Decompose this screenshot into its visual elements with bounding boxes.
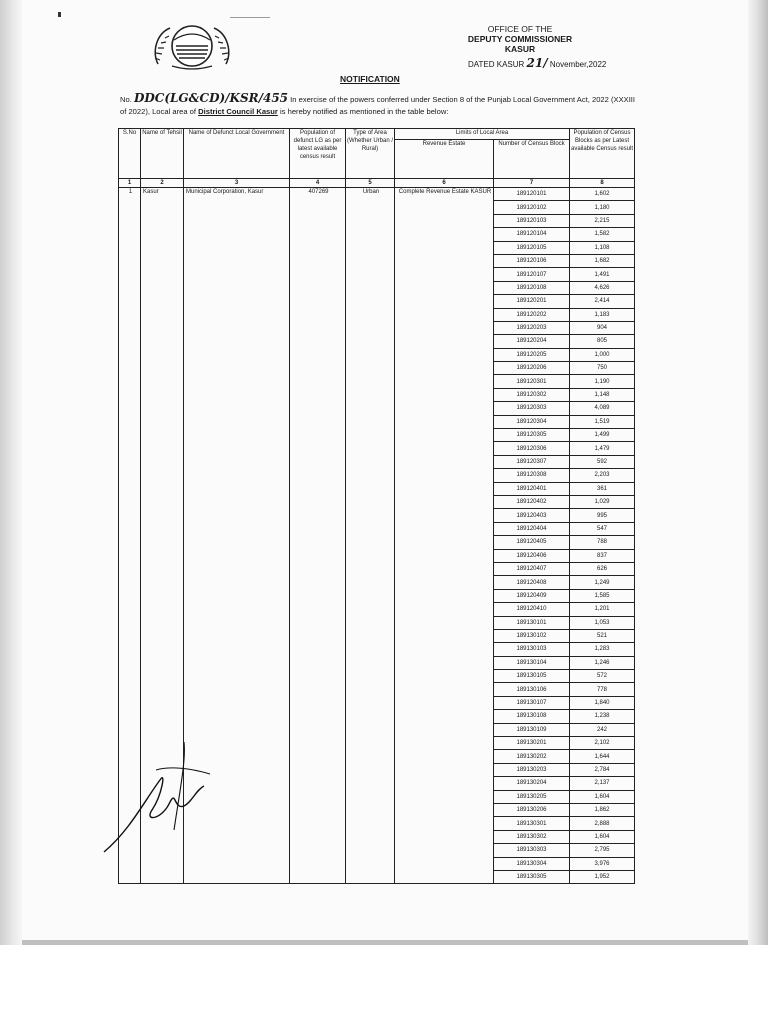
census-block-number: 189120308 bbox=[494, 469, 570, 482]
census-block-number: 189130109 bbox=[494, 723, 570, 736]
census-block-number: 189120102 bbox=[494, 201, 570, 214]
census-block-number: 189120103 bbox=[494, 214, 570, 227]
scan-line bbox=[230, 17, 270, 18]
census-block-population: 3,976 bbox=[570, 857, 635, 870]
column-number-row bbox=[119, 179, 635, 188]
census-block-population: 1,582 bbox=[570, 228, 635, 241]
census-block-number: 189130205 bbox=[494, 790, 570, 803]
census-block-number: 189120402 bbox=[494, 495, 570, 508]
designation-label: DEPUTY COMMISSIONER bbox=[467, 34, 573, 44]
header-area-type: Type of Area (Whether Urban / Rural) bbox=[346, 129, 395, 179]
census-block-number: 189130301 bbox=[494, 817, 570, 830]
office-label: OFFICE OF THE bbox=[487, 24, 553, 34]
census-block-population: 788 bbox=[570, 536, 635, 549]
census-block-population: 1,283 bbox=[570, 643, 635, 656]
handwritten-signature bbox=[100, 740, 220, 860]
notification-no-prefix: No. bbox=[120, 95, 132, 104]
census-block-number: 189130103 bbox=[494, 643, 570, 656]
census-block-population: 592 bbox=[570, 455, 635, 468]
census-block-number: 189120301 bbox=[494, 375, 570, 388]
census-block-population: 904 bbox=[570, 321, 635, 334]
defunct-lg-cell: Municipal Corporation, Kasur bbox=[184, 188, 290, 884]
census-block-population: 1,108 bbox=[570, 241, 635, 254]
notification-text-1: In exercise of the powers conferred under Section 8 of the Punjab Local Government Act, 2022 (XXXIII of 2022), Local area of bbox=[120, 95, 636, 116]
census-block-population: 2,784 bbox=[570, 763, 635, 776]
header-sno: S.No bbox=[119, 129, 141, 179]
census-block-number: 189130108 bbox=[494, 710, 570, 723]
census-block-population: 1,862 bbox=[570, 803, 635, 816]
header-census-block: Number of Census Block bbox=[494, 140, 570, 179]
census-block-population: 1,519 bbox=[570, 415, 635, 428]
table-header-row bbox=[119, 129, 635, 140]
census-block-number: 189130107 bbox=[494, 696, 570, 709]
date-line bbox=[468, 56, 606, 70]
census-block-population: 1,201 bbox=[570, 603, 635, 616]
census-block-population: 1,604 bbox=[570, 830, 635, 843]
census-block-population: 1,604 bbox=[570, 790, 635, 803]
census-block-population: 1,190 bbox=[570, 375, 635, 388]
census-block-population: 2,102 bbox=[570, 737, 635, 750]
header-tehsil: Name of Tehsil bbox=[141, 129, 184, 179]
census-block-number: 189120306 bbox=[494, 442, 570, 455]
census-block-number: 189120305 bbox=[494, 429, 570, 442]
census-block-population: 1,249 bbox=[570, 576, 635, 589]
census-block-population: 1,246 bbox=[570, 656, 635, 669]
column-number-cell: 4 bbox=[290, 179, 346, 188]
council-name: District Council Kasur bbox=[198, 107, 278, 116]
census-block-population: 626 bbox=[570, 562, 635, 575]
census-block-population: 1,148 bbox=[570, 388, 635, 401]
sno-cell: 1 bbox=[119, 188, 141, 884]
census-block-population: 1,602 bbox=[570, 188, 635, 201]
header-limits: Limits of Local Area bbox=[395, 129, 570, 140]
census-block-number: 189120107 bbox=[494, 268, 570, 281]
census-block-population: 521 bbox=[570, 629, 635, 642]
census-block-number: 189120404 bbox=[494, 522, 570, 535]
census-block-population: 1,180 bbox=[570, 201, 635, 214]
dated-prefix: DATED KASUR bbox=[468, 60, 525, 69]
column-number-cell: 3 bbox=[184, 179, 290, 188]
census-block-number: 189120106 bbox=[494, 254, 570, 267]
census-block-number: 189130102 bbox=[494, 629, 570, 642]
census-block-number: 189120401 bbox=[494, 482, 570, 495]
census-block-population: 242 bbox=[570, 723, 635, 736]
population-cell: 407269 bbox=[290, 188, 346, 884]
census-block-number: 189120406 bbox=[494, 549, 570, 562]
census-block-population: 2,888 bbox=[570, 817, 635, 830]
census-block-number: 189120403 bbox=[494, 509, 570, 522]
tehsil-cell: Kasur bbox=[141, 188, 184, 884]
census-block-population: 2,414 bbox=[570, 295, 635, 308]
census-block-population: 4,089 bbox=[570, 402, 635, 415]
census-block-population: 1,952 bbox=[570, 870, 635, 883]
census-block-number: 189130302 bbox=[494, 830, 570, 843]
census-block-number: 189120410 bbox=[494, 603, 570, 616]
census-block-population: 572 bbox=[570, 670, 635, 683]
census-block-number: 189120202 bbox=[494, 308, 570, 321]
census-block-number: 189120204 bbox=[494, 335, 570, 348]
column-number-cell: 2 bbox=[141, 179, 184, 188]
census-block-number: 189120108 bbox=[494, 281, 570, 294]
government-seal-logo bbox=[150, 20, 234, 72]
census-block-population: 1,491 bbox=[570, 268, 635, 281]
census-block-population: 4,626 bbox=[570, 281, 635, 294]
census-block-number: 189120104 bbox=[494, 228, 570, 241]
census-block-number: 189120101 bbox=[494, 188, 570, 201]
census-block-number: 189130304 bbox=[494, 857, 570, 870]
revenue-estate-cell: Complete Revenue Estate KASUR bbox=[395, 188, 494, 884]
census-block-number: 189120203 bbox=[494, 321, 570, 334]
table-row bbox=[119, 188, 635, 201]
census-block-population: 1,000 bbox=[570, 348, 635, 361]
column-number-cell: 6 bbox=[395, 179, 494, 188]
census-block-number: 189130201 bbox=[494, 737, 570, 750]
census-block-number: 189120302 bbox=[494, 388, 570, 401]
census-block-number: 189130303 bbox=[494, 844, 570, 857]
census-block-number: 189130206 bbox=[494, 803, 570, 816]
scan-bottom-edge bbox=[22, 940, 748, 945]
census-block-population: 2,795 bbox=[570, 844, 635, 857]
census-block-population: 547 bbox=[570, 522, 635, 535]
header-census-population: Population of Census Blocks as per Latest available Census result bbox=[570, 129, 635, 179]
census-block-population: 1,479 bbox=[570, 442, 635, 455]
census-block-number: 189120105 bbox=[494, 241, 570, 254]
census-block-number: 189120405 bbox=[494, 536, 570, 549]
census-block-population: 750 bbox=[570, 362, 635, 375]
census-block-population: 2,137 bbox=[570, 777, 635, 790]
census-block-population: 778 bbox=[570, 683, 635, 696]
scan-right-shadow bbox=[748, 0, 768, 945]
scan-left-shadow bbox=[0, 0, 22, 945]
census-block-population: 1,238 bbox=[570, 710, 635, 723]
census-block-number: 189130203 bbox=[494, 763, 570, 776]
census-block-population: 1,840 bbox=[570, 696, 635, 709]
scan-speck bbox=[58, 12, 61, 17]
header-defunct-lg: Name of Defunct Local Government bbox=[184, 129, 290, 179]
census-block-population: 1,499 bbox=[570, 429, 635, 442]
census-block-number: 189120205 bbox=[494, 348, 570, 361]
column-number-cell: 1 bbox=[119, 179, 141, 188]
census-block-number: 189120206 bbox=[494, 362, 570, 375]
dated-suffix: November,2022 bbox=[549, 60, 607, 69]
census-block-number: 189120409 bbox=[494, 589, 570, 602]
census-block-population: 1,053 bbox=[570, 616, 635, 629]
census-block-population: 1,585 bbox=[570, 589, 635, 602]
area-type-cell: Urban bbox=[346, 188, 395, 884]
census-block-population: 2,203 bbox=[570, 469, 635, 482]
census-block-population: 1,682 bbox=[570, 254, 635, 267]
census-block-number: 189130105 bbox=[494, 670, 570, 683]
census-block-population: 1,029 bbox=[570, 495, 635, 508]
census-block-population: 1,644 bbox=[570, 750, 635, 763]
header-population: Population of defunct LG as per latest available census result bbox=[290, 129, 346, 179]
census-block-number: 189120304 bbox=[494, 415, 570, 428]
census-block-number: 189120201 bbox=[494, 295, 570, 308]
header-revenue-estate: Revenue Estate bbox=[395, 140, 494, 179]
notification-text-2: is hereby notified as mentioned in the table below: bbox=[280, 107, 449, 116]
census-block-population: 837 bbox=[570, 549, 635, 562]
census-block-number: 189130204 bbox=[494, 777, 570, 790]
census-block-number: 189130106 bbox=[494, 683, 570, 696]
handwritten-date: 21/ bbox=[526, 56, 548, 70]
census-block-number: 189130202 bbox=[494, 750, 570, 763]
column-number-cell: 5 bbox=[346, 179, 395, 188]
census-block-population: 805 bbox=[570, 335, 635, 348]
handwritten-reference-number: DDC(LG&CD)/KSR/455 bbox=[133, 91, 289, 105]
census-block-population: 1,183 bbox=[570, 308, 635, 321]
notification-title: NOTIFICATION bbox=[340, 74, 400, 84]
census-block-number: 189120408 bbox=[494, 576, 570, 589]
column-number-cell: 8 bbox=[570, 179, 635, 188]
census-block-number: 189120407 bbox=[494, 562, 570, 575]
district-label: KASUR bbox=[504, 44, 536, 54]
census-block-population: 995 bbox=[570, 509, 635, 522]
notification-paragraph bbox=[120, 92, 640, 118]
census-block-population: 361 bbox=[570, 482, 635, 495]
office-header bbox=[430, 24, 610, 54]
census-block-number: 189120307 bbox=[494, 455, 570, 468]
census-block-number: 189130305 bbox=[494, 870, 570, 883]
census-block-population: 2,215 bbox=[570, 214, 635, 227]
column-number-cell: 7 bbox=[494, 179, 570, 188]
census-block-number: 189130101 bbox=[494, 616, 570, 629]
census-block-number: 189130104 bbox=[494, 656, 570, 669]
census-block-number: 189120303 bbox=[494, 402, 570, 415]
